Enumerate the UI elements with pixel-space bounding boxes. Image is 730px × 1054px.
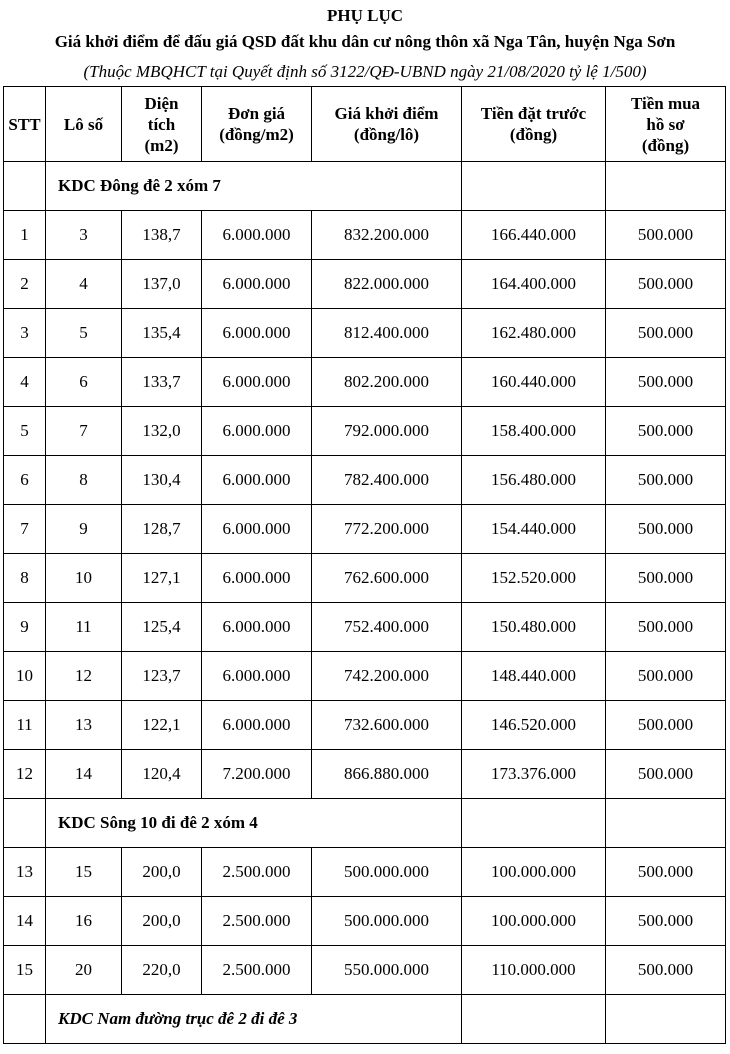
- section-row: [4, 162, 726, 211]
- table-cell: 866.880.000: [312, 750, 462, 799]
- table-cell: 500.000: [606, 554, 726, 603]
- table-cell: 120,4: [122, 750, 202, 799]
- section-label: KDC Sông 10 đi đê 2 xóm 4: [46, 799, 462, 848]
- table-cell: 123,7: [122, 652, 202, 701]
- table-cell: 6.000.000: [202, 603, 312, 652]
- table-row: [4, 260, 726, 309]
- table-cell: 9: [4, 603, 46, 652]
- table-cell: 128,7: [122, 505, 202, 554]
- table-cell: 15: [4, 946, 46, 995]
- table-cell: 3: [4, 309, 46, 358]
- table-cell: 500.000: [606, 750, 726, 799]
- table-cell: 6.000.000: [202, 407, 312, 456]
- section-label: KDC Nam đường trục đê 2 đi đê 3: [46, 995, 462, 1044]
- table-cell: 742.200.000: [312, 652, 462, 701]
- table-cell: 500.000: [606, 407, 726, 456]
- table-cell: 166.440.000: [462, 211, 606, 260]
- table-cell: 500.000: [606, 701, 726, 750]
- section-row: [4, 995, 726, 1044]
- table-cell: 100.000.000: [462, 848, 606, 897]
- table-row: [4, 456, 726, 505]
- table-cell: 156.480.000: [462, 456, 606, 505]
- table-cell: 782.400.000: [312, 456, 462, 505]
- column-header: STT: [4, 87, 46, 162]
- table-cell: 122,1: [122, 701, 202, 750]
- table-cell: [606, 162, 726, 211]
- table-cell: 20: [46, 946, 122, 995]
- table-cell: 6.000.000: [202, 309, 312, 358]
- table-row: [4, 848, 726, 897]
- section-label: KDC Đông đê 2 xóm 7: [46, 162, 462, 211]
- table-row: [4, 211, 726, 260]
- table-cell: 6: [46, 358, 122, 407]
- table-cell: 8: [4, 554, 46, 603]
- table-cell: 200,0: [122, 897, 202, 946]
- table-cell: 2.500.000: [202, 946, 312, 995]
- table-cell: 135,4: [122, 309, 202, 358]
- table-cell: 10: [4, 652, 46, 701]
- table-cell: 146.520.000: [462, 701, 606, 750]
- table-row: [4, 897, 726, 946]
- table-cell: 14: [46, 750, 122, 799]
- table-cell: 550.000.000: [312, 946, 462, 995]
- table-cell: [462, 799, 606, 848]
- table-cell: 138,7: [122, 211, 202, 260]
- table-cell: 7: [46, 407, 122, 456]
- table-cell: 110.000.000: [462, 946, 606, 995]
- table-cell: 6.000.000: [202, 554, 312, 603]
- table-cell: [4, 995, 46, 1044]
- table-cell: 7.200.000: [202, 750, 312, 799]
- table-cell: [606, 799, 726, 848]
- table-cell: 822.000.000: [312, 260, 462, 309]
- table-cell: 500.000: [606, 848, 726, 897]
- column-header: Tiền mua hồ sơ (đồng): [606, 87, 726, 162]
- table-cell: 100.000.000: [462, 897, 606, 946]
- table-cell: 500.000.000: [312, 897, 462, 946]
- price-table: [3, 86, 726, 1044]
- table-cell: 137,0: [122, 260, 202, 309]
- table-cell: 500.000: [606, 358, 726, 407]
- table-cell: 500.000: [606, 603, 726, 652]
- table-cell: 4: [46, 260, 122, 309]
- table-cell: 125,4: [122, 603, 202, 652]
- table-row: [4, 701, 726, 750]
- table-cell: 9: [46, 505, 122, 554]
- table-cell: 12: [4, 750, 46, 799]
- table-cell: 752.400.000: [312, 603, 462, 652]
- table-row: [4, 946, 726, 995]
- table-cell: 500.000.000: [312, 848, 462, 897]
- table-cell: 6.000.000: [202, 260, 312, 309]
- column-header: Đơn giá (đồng/m2): [202, 87, 312, 162]
- table-cell: 802.200.000: [312, 358, 462, 407]
- table-cell: 3: [46, 211, 122, 260]
- table-cell: 832.200.000: [312, 211, 462, 260]
- table-cell: [4, 162, 46, 211]
- section-row: [4, 799, 726, 848]
- table-cell: 11: [4, 701, 46, 750]
- table-cell: 6.000.000: [202, 211, 312, 260]
- table-cell: 154.440.000: [462, 505, 606, 554]
- table-cell: [4, 799, 46, 848]
- decision-note: (Thuộc MBQHCT tại Quyết định số 3122/QĐ-UBND ngày 21/08/2020 tỷ lệ 1/500): [83, 62, 647, 81]
- column-header: Lô số: [46, 87, 122, 162]
- table-cell: 500.000: [606, 260, 726, 309]
- table-cell: 158.400.000: [462, 407, 606, 456]
- table-cell: 1: [4, 211, 46, 260]
- table-cell: 2.500.000: [202, 897, 312, 946]
- table-cell: 6.000.000: [202, 505, 312, 554]
- table-cell: 132,0: [122, 407, 202, 456]
- table-row: [4, 407, 726, 456]
- table-cell: 162.480.000: [462, 309, 606, 358]
- table-cell: 130,4: [122, 456, 202, 505]
- table-cell: 500.000: [606, 211, 726, 260]
- table-cell: [462, 162, 606, 211]
- table-cell: 220,0: [122, 946, 202, 995]
- table-cell: 500.000: [606, 505, 726, 554]
- table-cell: 8: [46, 456, 122, 505]
- table-cell: 772.200.000: [312, 505, 462, 554]
- table-row: [4, 554, 726, 603]
- table-cell: 133,7: [122, 358, 202, 407]
- table-cell: 792.000.000: [312, 407, 462, 456]
- table-cell: 2: [4, 260, 46, 309]
- table-row: [4, 505, 726, 554]
- table-cell: 500.000: [606, 946, 726, 995]
- table-cell: 160.440.000: [462, 358, 606, 407]
- table-cell: 16: [46, 897, 122, 946]
- table-cell: 11: [46, 603, 122, 652]
- table-cell: 14: [4, 897, 46, 946]
- table-row: [4, 358, 726, 407]
- table-cell: 732.600.000: [312, 701, 462, 750]
- table-cell: 500.000: [606, 897, 726, 946]
- table-cell: 4: [4, 358, 46, 407]
- table-cell: 150.480.000: [462, 603, 606, 652]
- table-cell: 812.400.000: [312, 309, 462, 358]
- table-row: [4, 309, 726, 358]
- column-header: Tiền đặt trước (đồng): [462, 87, 606, 162]
- table-cell: 7: [4, 505, 46, 554]
- table-cell: 152.520.000: [462, 554, 606, 603]
- table-cell: 6.000.000: [202, 701, 312, 750]
- table-cell: 10: [46, 554, 122, 603]
- table-cell: 762.600.000: [312, 554, 462, 603]
- table-cell: 6.000.000: [202, 358, 312, 407]
- table-cell: 13: [4, 848, 46, 897]
- table-cell: 2.500.000: [202, 848, 312, 897]
- table-cell: 15: [46, 848, 122, 897]
- table-cell: 5: [46, 309, 122, 358]
- table-cell: 148.440.000: [462, 652, 606, 701]
- table-cell: 173.376.000: [462, 750, 606, 799]
- table-cell: 12: [46, 652, 122, 701]
- page-subtitle: Giá khởi điểm để đấu giá QSD đất khu dân cư nông thôn xã Nga Tân, huyện Nga Sơn: [54, 32, 676, 51]
- table-cell: 500.000: [606, 456, 726, 505]
- table-cell: 500.000: [606, 309, 726, 358]
- table-cell: 6: [4, 456, 46, 505]
- table-cell: 5: [4, 407, 46, 456]
- table-cell: [462, 995, 606, 1044]
- table-cell: 127,1: [122, 554, 202, 603]
- table-cell: 200,0: [122, 848, 202, 897]
- table-cell: 6.000.000: [202, 652, 312, 701]
- table-cell: 164.400.000: [462, 260, 606, 309]
- table-row: [4, 603, 726, 652]
- table-row: [4, 750, 726, 799]
- table-cell: [606, 995, 726, 1044]
- table-header-row: [4, 87, 726, 162]
- page-title: PHỤ LỤC: [326, 6, 404, 25]
- table-row: [4, 652, 726, 701]
- column-header: Giá khởi điểm (đồng/lô): [312, 87, 462, 162]
- table-cell: 13: [46, 701, 122, 750]
- table-cell: 500.000: [606, 652, 726, 701]
- table-cell: 6.000.000: [202, 456, 312, 505]
- column-header: Diện tích (m2): [122, 87, 202, 162]
